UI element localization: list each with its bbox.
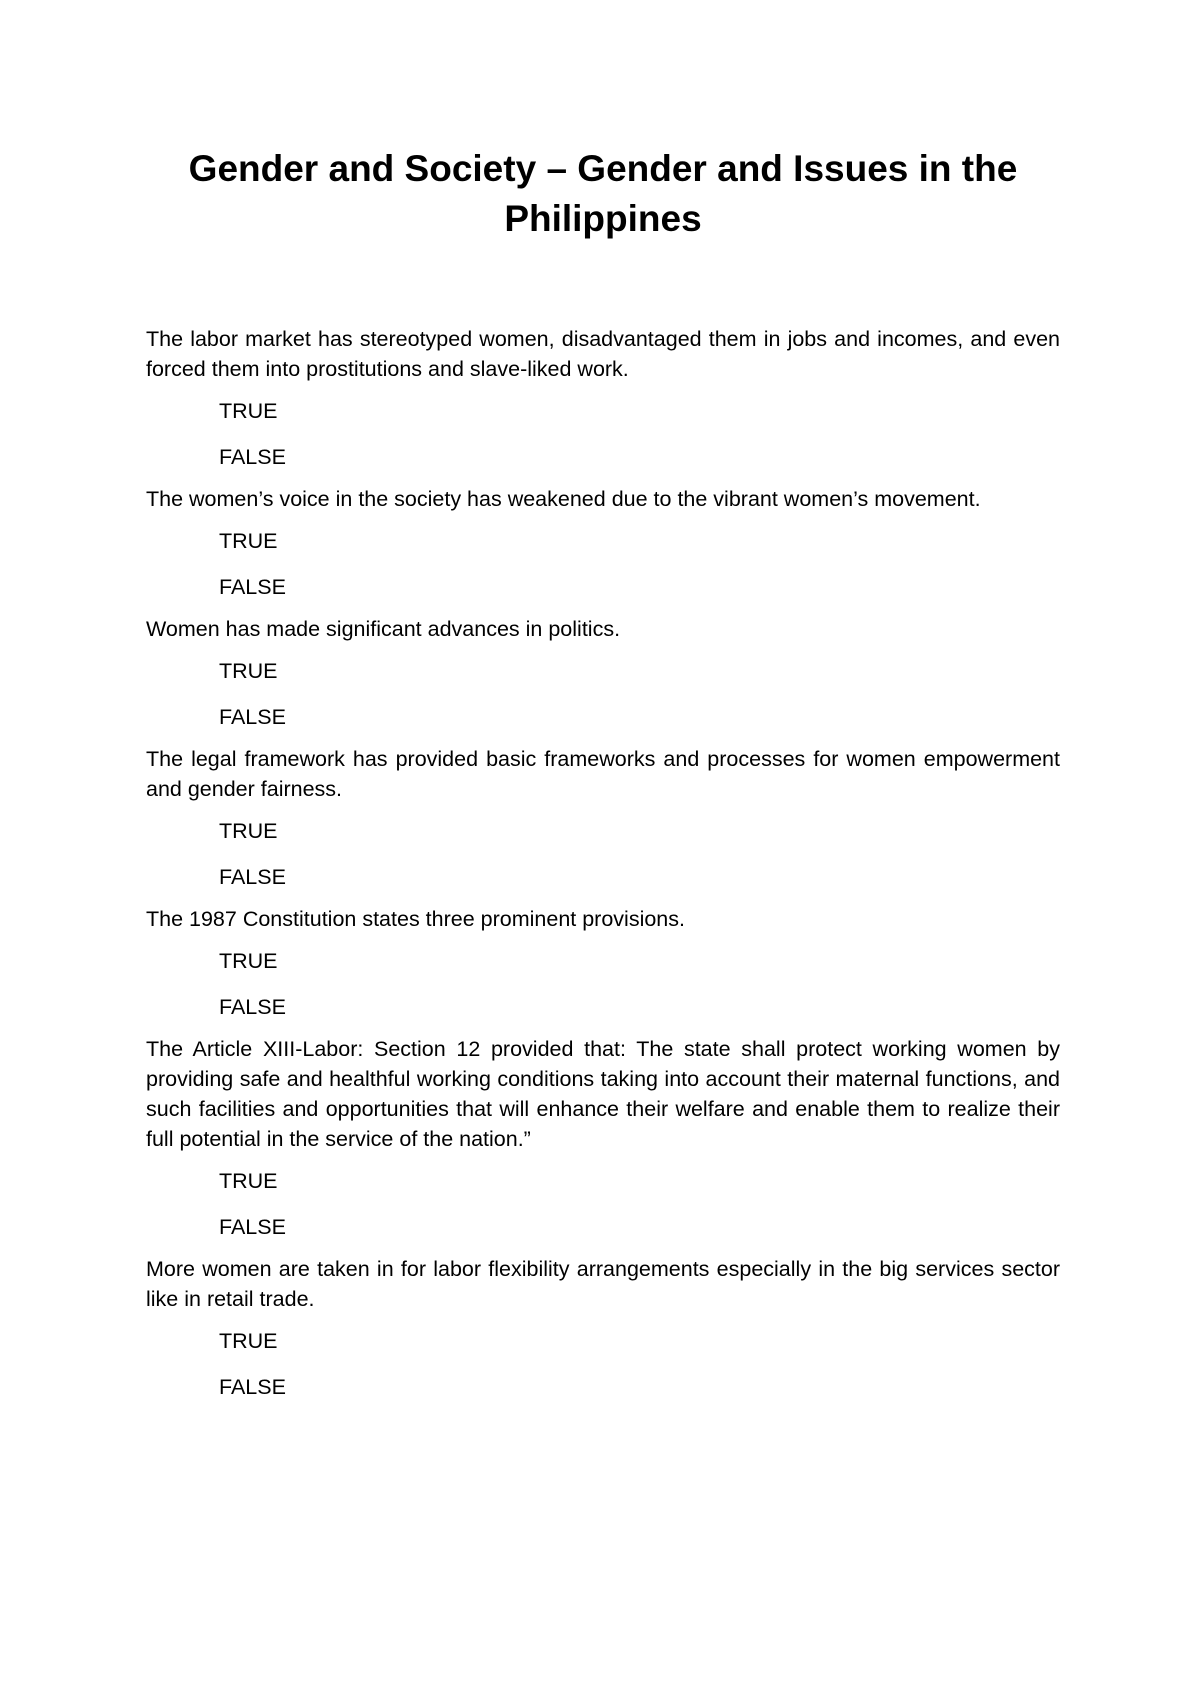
option-true[interactable]: TRUE — [219, 819, 278, 843]
answer-options — [146, 1164, 1060, 1244]
option-false[interactable]: FALSE — [219, 445, 286, 469]
question-text: The labor market has stereotyped women, disadvantaged them in jobs and incomes, and even forced them into prostitutions and slave-liked work. — [146, 327, 1060, 381]
question-text: The legal framework has provided basic frameworks and processes for women empowerment and gender fairness. — [146, 747, 1060, 801]
question-text: Women has made significant advances in politics. — [146, 617, 621, 641]
option-true[interactable]: TRUE — [219, 1169, 278, 1193]
question-item — [146, 744, 1060, 894]
option-true[interactable]: TRUE — [219, 949, 278, 973]
question-text: More women are taken in for labor flexibility arrangements especially in the big services sector like in retail trade. — [146, 1257, 1060, 1311]
question-item — [146, 904, 1060, 1024]
option-false[interactable]: FALSE — [219, 865, 286, 889]
option-true[interactable]: TRUE — [219, 529, 278, 553]
question-text: The women’s voice in the society has weakened due to the vibrant women’s movement. — [146, 487, 981, 511]
answer-options — [146, 814, 1060, 894]
question-item — [146, 324, 1060, 474]
answer-options — [146, 524, 1060, 604]
option-false[interactable]: FALSE — [219, 705, 286, 729]
question-text: The Article XIII-Labor: Section 12 provided that: The state shall protect working women by providing safe and healthful working conditions taking into account their maternal functions, and such facilities and opportunities that will enhance their welfare and enable them to realize their full potential in the service of the nation.” — [146, 1037, 1060, 1151]
option-true[interactable]: TRUE — [219, 659, 278, 683]
option-false[interactable]: FALSE — [219, 1375, 286, 1399]
option-false[interactable]: FALSE — [219, 575, 286, 599]
option-false[interactable]: FALSE — [219, 1215, 286, 1239]
option-true[interactable]: TRUE — [219, 1329, 278, 1353]
option-true[interactable]: TRUE — [219, 399, 278, 423]
answer-options — [146, 654, 1060, 734]
question-item — [146, 1034, 1060, 1244]
answer-options — [146, 394, 1060, 474]
document-title: Gender and Society – Gender and Issues in the Philippines — [188, 148, 1018, 239]
question-item — [146, 614, 1060, 734]
option-false[interactable]: FALSE — [219, 995, 286, 1019]
answer-options — [146, 1324, 1060, 1404]
question-item — [146, 1254, 1060, 1404]
question-item — [146, 484, 1060, 604]
answer-options — [146, 944, 1060, 1024]
question-text: The 1987 Constitution states three prominent provisions. — [146, 907, 685, 931]
question-list — [146, 324, 1060, 1404]
